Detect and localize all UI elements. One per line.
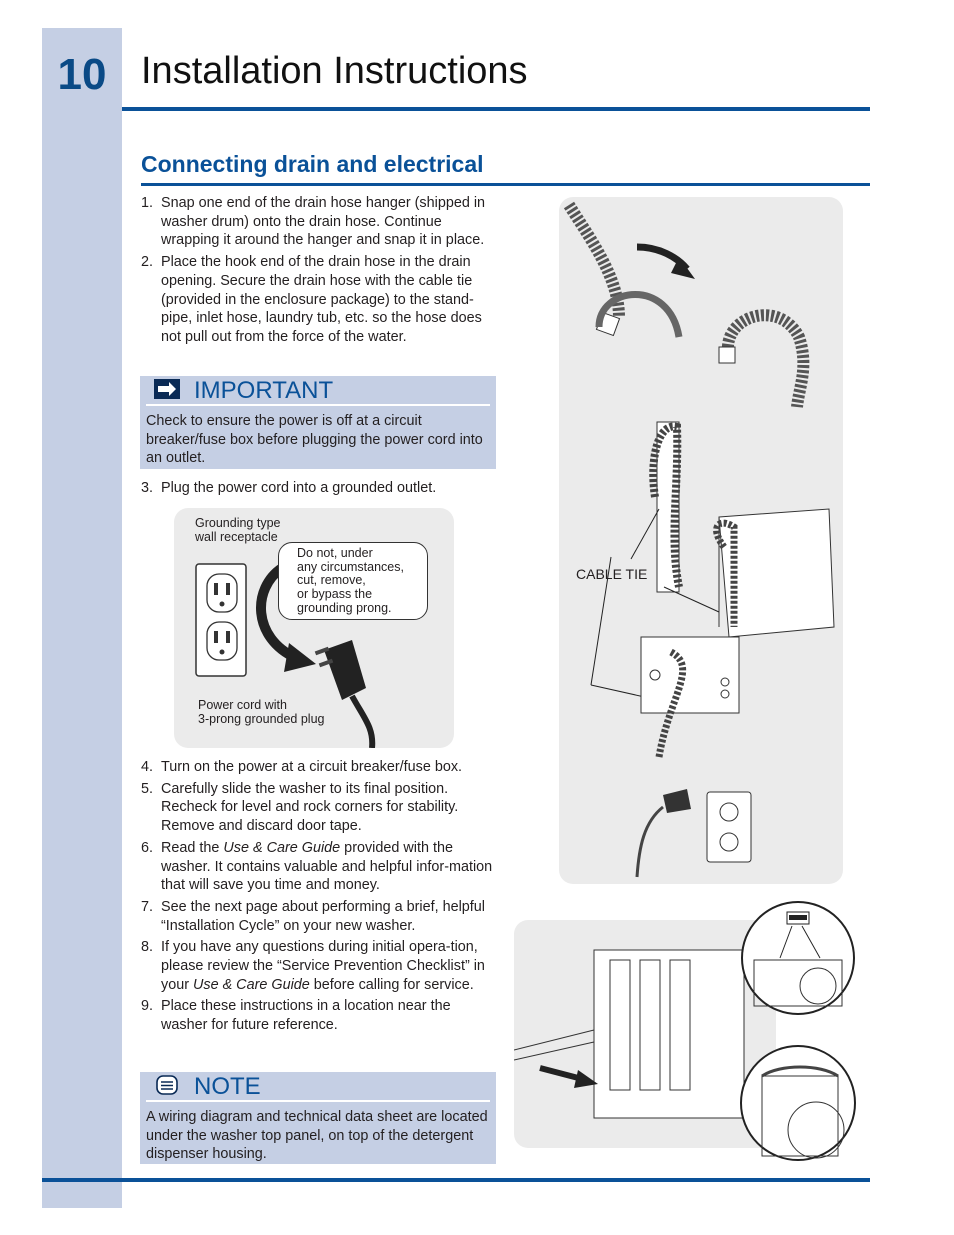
page-title: Installation Instructions xyxy=(141,50,528,92)
drain-figure xyxy=(559,197,843,884)
list-item: 1. Snap one end of the drain hose hanger (shipped in washer drum) onto the drain hose. Continue wrapping it around the hanger and snap it in place. xyxy=(141,195,486,249)
warning-bubble: Do not, under any circumstances, cut, remove, or bypass the grounding prong. xyxy=(278,542,428,620)
steps-list-c xyxy=(141,758,496,1038)
note-label: NOTE xyxy=(194,1073,261,1100)
washer-slide-illustration xyxy=(514,920,776,1148)
note-text: A wiring diagram and technical data sheet are located under the washer top panel, on top of the detergent dispenser housing. xyxy=(146,1109,488,1163)
page-number: 10 xyxy=(57,50,107,99)
steps-list-b xyxy=(141,479,496,501)
footer-rule xyxy=(42,1178,870,1182)
list-item: 5. Carefully slide the washer to its final position. Recheck for level and rock corners for stability. Remove and discard door tape. xyxy=(141,780,459,835)
title-rule xyxy=(122,107,870,111)
section-rule xyxy=(141,183,870,186)
drain-hose-illustration xyxy=(559,197,843,884)
note-header xyxy=(146,1072,490,1102)
list-item: 4. Turn on the power at a circuit breaker/fuse box. xyxy=(141,759,463,775)
arrow-right-icon xyxy=(154,379,180,399)
important-header xyxy=(146,376,490,406)
section-title: Connecting drain and electrical xyxy=(141,151,484,177)
cable-tie-label: CABLE TIE xyxy=(576,566,648,582)
list-item: 8. If you have any questions during initial opera-tion, please review the “Service Prevention Checklist” in your Use & Care Guide before calling for service. xyxy=(141,939,485,993)
important-label: IMPORTANT xyxy=(194,377,334,404)
note-callout xyxy=(140,1072,496,1164)
note-icon xyxy=(154,1075,180,1095)
washer-top-detail xyxy=(740,900,856,1016)
list-item: 6. Read the Use & Care Guide provided with the washer. It contains valuable and helpful infor-mation that will save you time and money. xyxy=(141,839,493,894)
important-text: Check to ensure the power is off at a circuit breaker/fuse box before plugging the power cord into an outlet. xyxy=(146,413,483,467)
sidebar-band xyxy=(42,28,122,1208)
washer-slide-figure xyxy=(514,920,776,1148)
list-item: 7. See the next page about performing a brief, helpful “Installation Cycle” on your new washer. xyxy=(141,898,486,934)
steps-list-a xyxy=(141,194,496,350)
important-callout xyxy=(140,376,496,469)
receptacle-caption: Grounding type wall receptacle xyxy=(195,516,281,544)
list-item: 9. Place these instructions in a location near the washer for future reference. xyxy=(141,998,451,1034)
plug-figure xyxy=(174,508,454,748)
washer-front-detail xyxy=(740,1042,856,1164)
cord-caption: Power cord with 3-prong grounded plug xyxy=(198,698,325,726)
list-item: 3. Plug the power cord into a grounded outlet. xyxy=(141,480,437,496)
list-item: 2. Place the hook end of the drain hose in the drain opening. Secure the drain hose with the cable tie (provided in the enclosure package) to the stand-pipe, inlet hose, laundry tub, etc. so the hose does not pull out from the force of the water. xyxy=(141,254,482,345)
